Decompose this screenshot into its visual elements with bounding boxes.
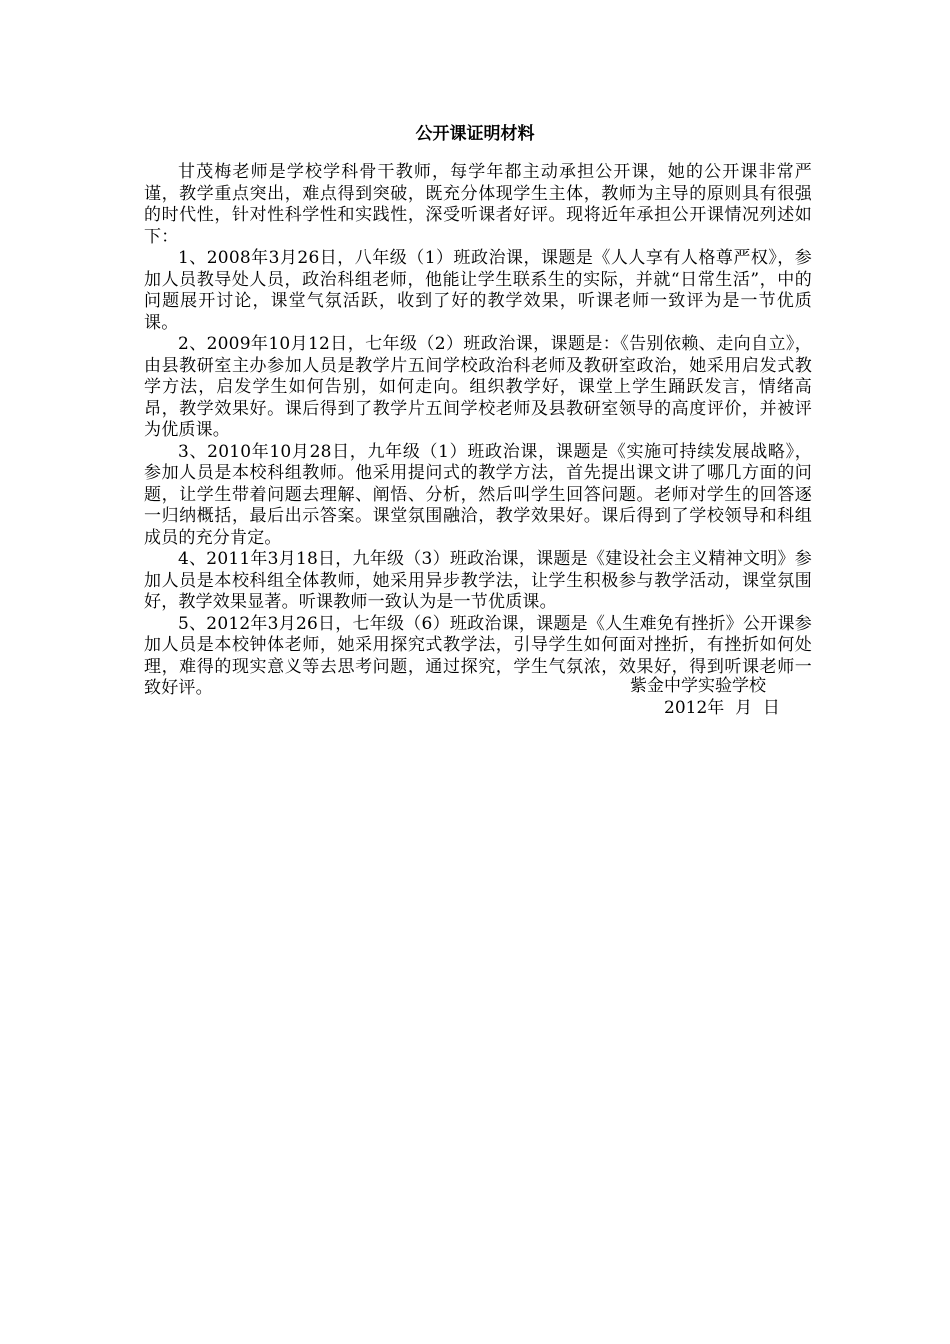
- signature-organization: 紫金中学实验学校: [630, 676, 766, 696]
- item-paragraph-4: 4、2011年3月18日，九年级（3）班政治课，课题是《建设社会主义精神文明》参加人员是本校科组全体教师，她采用异步教学法，让学生积极参与教学活动，课堂氛围好，教学效果显著。听课教师一致认为是一节优质课。: [144, 549, 812, 612]
- item-paragraph-1: 1、2008年3月26日，八年级（1）班政治课，课题是《人人享有人格尊严权》，参加人员教导处人员，政治科组老师，他能让学生联系生的实际，并就“日常生活”，中的问题展开讨论，课堂气氛活跃，收到了好的教学效果，听课老师一致评为是一节优质课。: [144, 248, 812, 333]
- item-paragraph-3: 3、2010年10月28日，九年级（1）班政治课，课题是《实施可持续发展战略》，参加人员是本校科组教师。他采用提问式的教学方法，首先提出课文讲了哪几方面的问题，让学生带着问题去理解、阐悟、分析，然后叫学生回答问题。老师对学生的回答逐一归纳概括，最后出示答案。课堂氛围融洽，教学效果好。课后得到了学校领导和科组成员的充分肯定。: [144, 441, 812, 548]
- signature-date: 2012年 月 日: [664, 697, 780, 718]
- item-paragraph-2: 2、2009年10月12日，七年级（2）班政治课，课题是：《告别依赖、走向自立》，由县教研室主办参加人员是教学片五间学校政治科老师及教研室政治，她采用启发式教学方法，启发学生如何告别，如何走向。组织教学好，课堂上学生踊跃发言，情绪高昂，教学效果好。课后得到了教学片五间学校老师及县教研室领导的高度评价，并被评为优质课。: [144, 334, 812, 440]
- item-paragraph-5: 5、2012年3月26日，七年级（6）班政治课，课题是《人生难免有挫折》公开课参加人员是本校钟体老师，她采用探究式教学法，引导学生如何面对挫折，有挫折如何处理，难得的现实意义等去思考问题，通过探究，学生气氛浓，效果好，得到听课老师一致好评。: [144, 613, 812, 698]
- document-title: 公开课证明材料: [415, 124, 535, 144]
- intro-paragraph: 甘茂梅老师是学校学科骨干教师，每学年都主动承担公开课，她的公开课非常严谨，教学重点突出，难点得到突破，既充分体现学生主体，教师为主导的原则具有很强的时代性，针对性科学性和实践性，深受听课者好评。现将近年承担公开课情况列述如下：: [144, 162, 812, 247]
- document-body: [144, 162, 812, 700]
- signature-block: [560, 676, 800, 719]
